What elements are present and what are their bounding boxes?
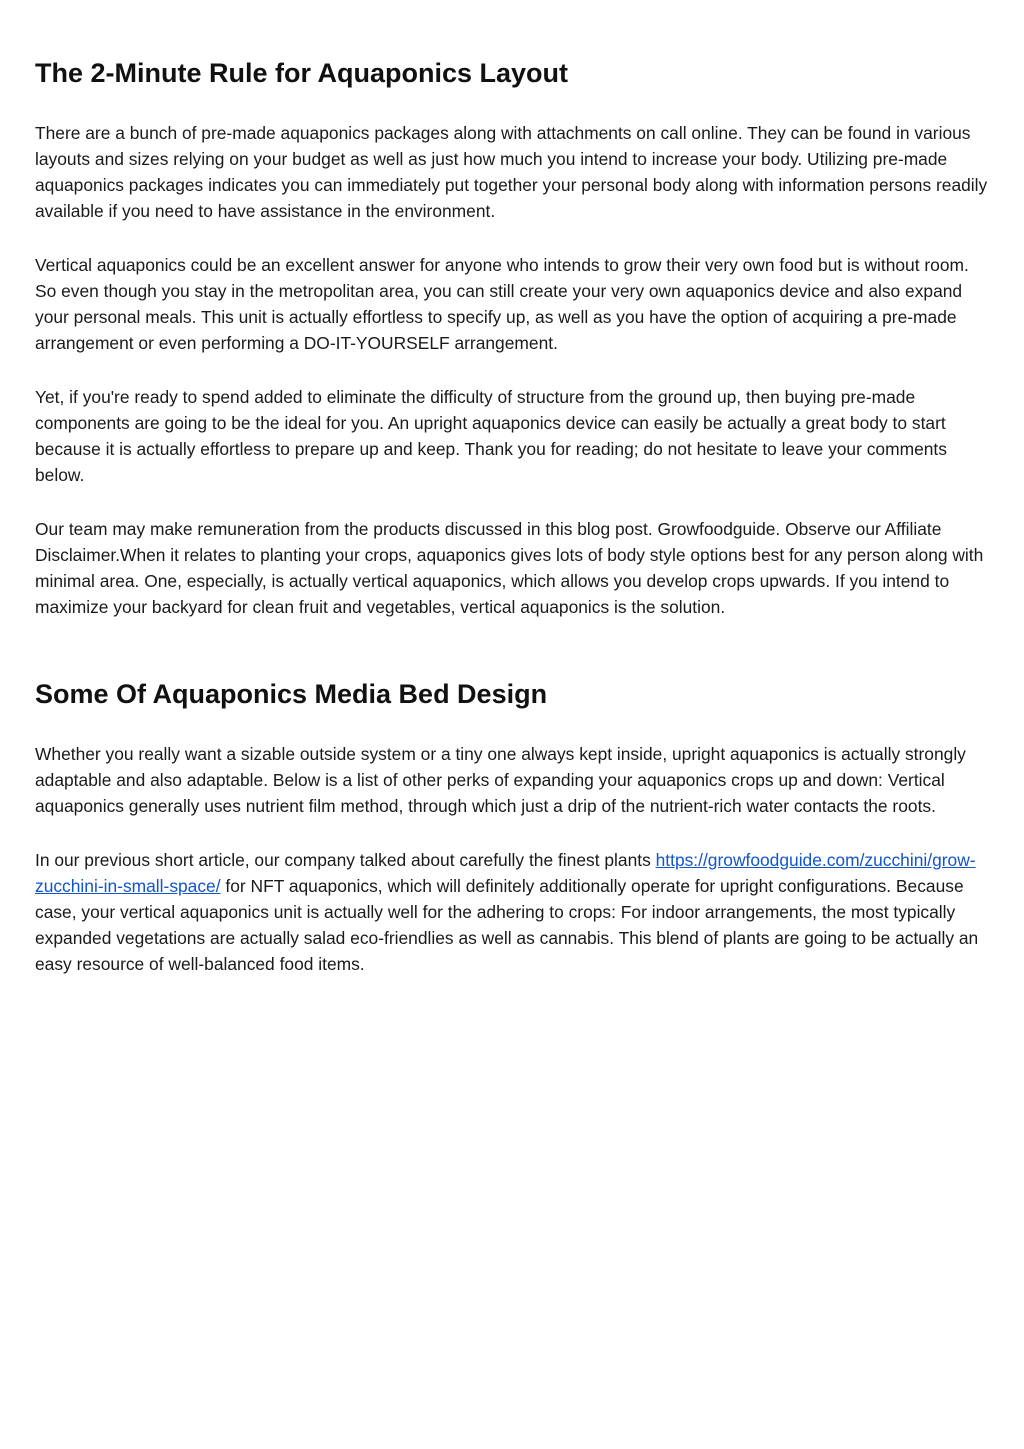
paragraph: There are a bunch of pre-made aquaponics packages along with attachments on call online. They can be found in various layouts and sizes relying on your budget as well as just how much you intend to increase your body. Utilizing pre-made aquaponics packages indicates you can immediately put together your personal body along with information persons readily available if you need to have assistance in the environment. [35, 123, 988, 221]
section-heading: The 2-Minute Rule for Aquaponics Layout [35, 58, 569, 88]
paragraph: Vertical aquaponics could be an excellent answer for anyone who intends to grow their very own food but is without room. So even though you stay in the metropolitan area, you can still create your very own aquaponics device and also expand your personal meals. This unit is actually effortless to specify up, as well as you have the option of acquiring a pre-made arrangement or even performing a DO-IT-YOURSELF arrangement. [35, 255, 969, 353]
paragraph-text-before-link: In our previous short article, our company talked about carefully the finest plants [35, 850, 656, 870]
paragraph: Our team may make remuneration from the products discussed in this blog post. Growfoodguide. Observe our Affiliate Disclaimer.When it relates to planting your crops, aquaponics gives lots of body style options best for any person along with minimal area. One, especially, is actually vertical aquaponics, which allows you develop crops upwards. If you intend to maximize your backyard for clean fruit and vegetables, vertical aquaponics is the solution. [35, 519, 984, 617]
paragraph: Yet, if you're ready to spend added to eliminate the difficulty of structure from the ground up, then buying pre-made components are going to be the ideal for you. An upright aquaponics device can easily be actually a great body to start because it is actually effortless to prepare up and keep. Thank you for reading; do not hesitate to leave your comments below. [35, 387, 947, 485]
paragraph-text-after-link: for NFT aquaponics, which will definitely additionally operate for upright configurations. Because case, your vertical aquaponics unit is actually well for the adhering to crops: For indoor arrangements, the most typically expanded vegetations are actually salad eco-friendlies as well as cannabis. This blend of plants are going to be actually an easy resource of well-balanced food items. [35, 876, 979, 974]
growfoodguide-link[interactable]: https://growfoodguide.com/zucchini/grow-zucchini-in-small-space/ [35, 850, 976, 896]
section-body [35, 741, 993, 977]
paragraph: Whether you really want a sizable outside system or a tiny one always kept inside, upright aquaponics is actually strongly adaptable and also adaptable. Below is a list of other perks of expanding your aquaponics crops up and down: Vertical aquaponics generally uses nutrient film method, through which just a drip of the nutrient-rich water contacts the roots. [35, 744, 966, 816]
section-body [35, 120, 993, 620]
section-heading: Some Of Aquaponics Media Bed Design [35, 679, 548, 709]
paragraph-with-link [35, 847, 993, 977]
